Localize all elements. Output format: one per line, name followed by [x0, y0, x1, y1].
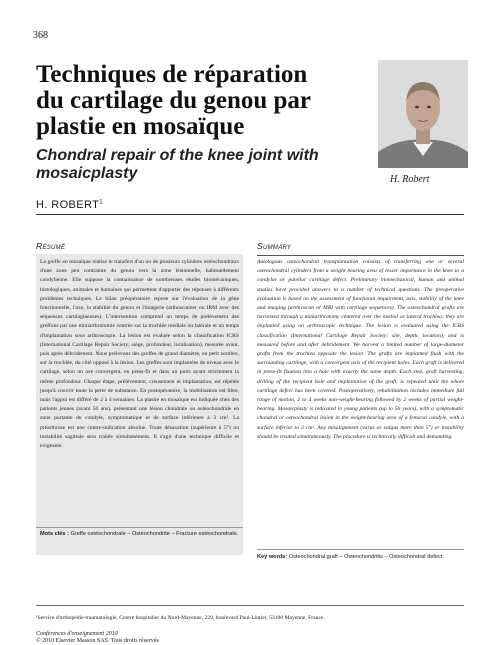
summary-keywords-text: Osteochondral graft – Osteochondritis – Osteochondral defect.	[288, 554, 444, 560]
resume-text: La greffe en mosaïque réalise le transfert d'un ou de plusieurs cylindres ostéochondraux d'une zone peu contrainte du genou vers la zone lésionnelle, habituellement condylienne. Elle suppose la connaissance de nombreuses études biomécaniques, histologiques, animales et humaines qui permettent d'apporter des réponses à différents problèmes techniques. Le bilan préopératoire repose sur l'évaluation de la gêne fonctionnelle, l'axe, la stabilité du genou et l'imagerie (arthoscanner ou IRM avec des séquences cartilagineuses). L'intervention comprend un temps de prélèvement des greffons par une miniarthrotomie centrée sur la trochlée médiale ou latérale et un temps d'implantation sous arthroscopie. La lésion est évaluée selon la classification ICRS (International Cartilage Repair Society; siège, profondeur, localisation), mesurée avant, puis après débridement. Nous prélevons des greffes de grand diamètre, en petit nombre, sur la trochlée, du côté opposé à la lésion. Les greffes sont implantées de niveau avec le cartilage, selon un axe convergent, en press-fit et dans un puits ayant strictement la même profondeur. Chaque étape, prélèvement, creusement et implantation, est répétée jusqu'à couvrir toute la perte de substance. En postopératoire, la mobilisation est libre, mais l'appui est différé de 2 à 4 semaines. La plastie en mosaïque est indiquée chez des patients jeunes (avant 50 ans), présentant une lésion chondrale ou ostéochondrale en zone portante du condyle, symptomatique et de surface inférieure à 3 cm². La préarthrose est une contre-indication absolue. Toute désaxation (supérieure à 5°) ou instabilité sagittale sera traitée simultanément. Il s'agit d'une technique difficile et exigeante.	[40, 259, 239, 450]
article-title: Techniques de réparation du cartilage du genou par plastie en mosaïque	[36, 61, 311, 140]
affiliation-footnote: ¹Service d'orthopédie-traumatologie, Centre hospitalier du Nord-Mayenne, 229, boulevard Paul-Lintier, 53100 Mayenne, France.	[36, 615, 325, 621]
resume-abstract	[36, 254, 243, 527]
author-portrait-image	[378, 60, 468, 168]
author-affiliation-marker: 1	[99, 199, 104, 206]
summary-keywords-line	[257, 549, 464, 564]
author-name	[36, 199, 103, 211]
resume-keywords	[36, 527, 243, 555]
resume-heading: Résumé	[36, 240, 243, 256]
resume-keywords-label: Mots clés :	[40, 531, 69, 537]
page-number: 368	[33, 30, 48, 41]
summary-keywords-label: Key words:	[257, 554, 288, 560]
copyright-notice: © 2010 Elsevier Masson SAS. Tous droits réservés	[36, 638, 159, 644]
footnote-divider	[36, 605, 464, 606]
summary-text: Autologous osteochondral transplantation consists of transferring one or several osteochondral cylinders from a weight bearing area of lesser importance in the knee to a condylar or patellar cartilage defect. Preliminary biomechanical, human and animal studies have provided answers to a number of technical questions. The preoperative evaluation is based on the assessment of functional impairment, axis, stability of the knee and imaging (arthroscan or MRI with cartilage sequences). The osteochondral grafts are harvested through a miniarthrotomy centered over the medial or lateral trochlea; they are implanted using an arthroscopic technique. The lesion is evaluated using the ICRS classification (International Cartilage Repair Society; site, depth, location), and is measured before and after debridement. We harvest a limited number of large-diameter grafts from the trochlea opposite the lesion. The grafts are implanted flush with the surrounding cartilage, with a convergent axis of the recipient holes. Each graft is delivered in press-fit fixation into a hole with exactly the same depth. Each step, graft harvesting, drilling of the recipient hole and implantation of the graft, is repeated until the whole cartilage defect has been covered. Postoperatively, rehabilitation includes immediate full range of motion, 2 to 4 weeks non-weight-bearing followed by 2 weeks of partial weight-bearing. Mosaicplasty is indicated in young patients (up to 50 years), with a symptomatic chondral or osteochondral lesion in the weight-bearing area of a femoral condyle, with a surface inferior to 3 cm². Any misalignment (varus or valgus more than 5°) or instability should be treated simultaneously. The procedure is technically difficult and demanding.	[257, 259, 464, 440]
header-divider	[36, 214, 464, 215]
summary-heading: Summary	[257, 240, 464, 256]
resume-keywords-line	[36, 527, 243, 541]
summary-abstract	[257, 254, 464, 534]
resume-keywords-text: Greffe ostéochondrale – Ostéochondrite – Fracture ostéochondrale.	[70, 531, 239, 537]
author-name-text: H. ROBERT	[36, 199, 100, 211]
author-photo	[378, 60, 468, 168]
article-subtitle: Chondral repair of the knee joint with mosaicplasty	[36, 147, 319, 182]
photo-caption: H. Robert	[390, 174, 430, 185]
journal-name: Conférences d'enseignement 2010	[36, 631, 118, 637]
summary-keywords	[257, 549, 464, 564]
